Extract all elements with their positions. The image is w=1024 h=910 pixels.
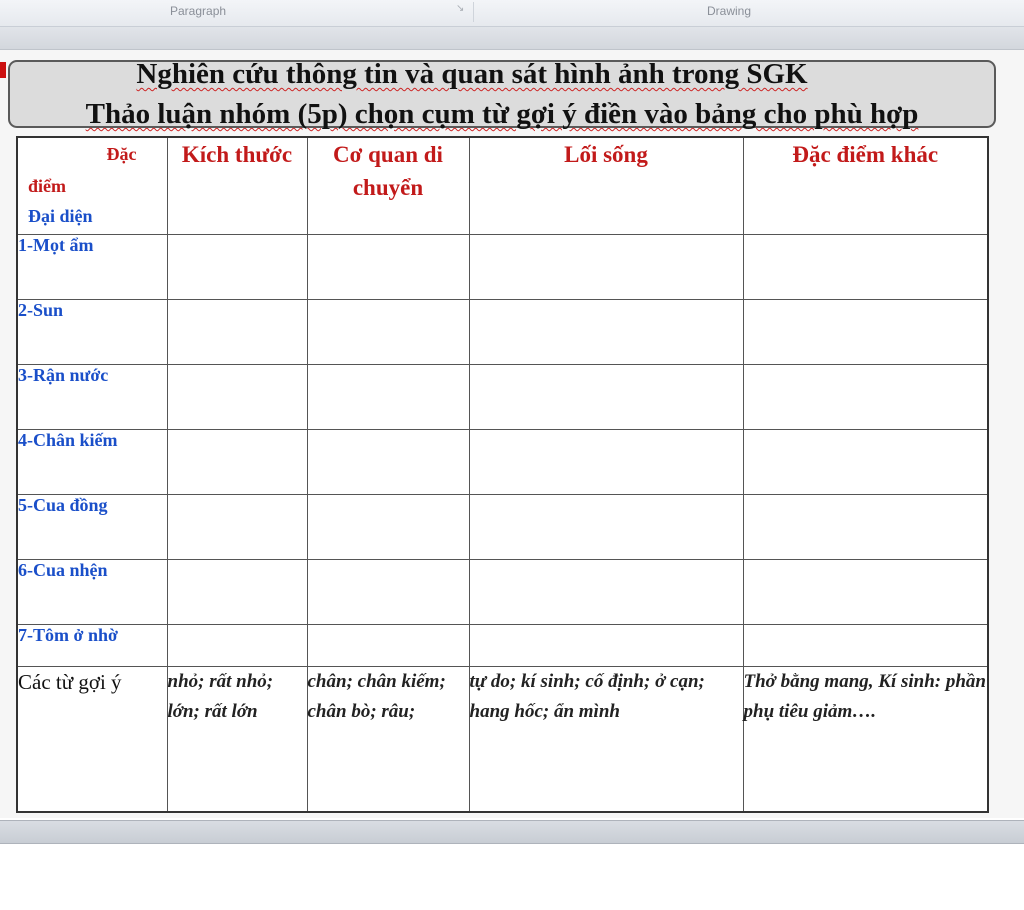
table-cell[interactable] [743, 364, 988, 429]
table-row [17, 299, 988, 364]
corner-label-dai-dien: Đại diện [28, 206, 93, 226]
column-header-dac-diem-khac[interactable]: Đặc điểm khác [743, 137, 988, 234]
suggestion-loi-song[interactable]: tự do; kí sinh; cố định; ở cạn; hang hốc; ẩn mình [469, 667, 743, 812]
table-cell[interactable] [469, 625, 743, 667]
row-label[interactable]: 7-Tôm ở nhờ [17, 625, 167, 667]
slide-title-text-2: Thảo luận nhóm (5p) chọn cụm từ gợi ý điền vào bảng cho phù hợp [85, 98, 919, 130]
table-cell[interactable] [307, 234, 469, 299]
suggestion-co-quan-di-chuyen[interactable]: chân; chân kiếm; chân bò; râu; [307, 667, 469, 812]
table-cell[interactable] [469, 560, 743, 625]
dialog-launcher-icon[interactable]: ↘ [456, 3, 465, 14]
slide-title-line-2 [0, 98, 1014, 131]
table-cell[interactable] [743, 299, 988, 364]
table-cell[interactable] [469, 299, 743, 364]
corner-label-diem: điểm [28, 176, 66, 196]
table-cell[interactable] [167, 429, 307, 494]
table-cell[interactable] [469, 429, 743, 494]
row-label[interactable]: 2-Sun [17, 299, 167, 364]
table-cell[interactable] [167, 364, 307, 429]
table-cell[interactable] [469, 234, 743, 299]
table-row [17, 429, 988, 494]
table-cell[interactable] [167, 234, 307, 299]
slide-title-text-1: Nghiên cứu thông tin và quan sát hình ảnh trong SGK [136, 58, 808, 90]
table-row [17, 364, 988, 429]
corner-label-dac: Đặc [106, 144, 137, 164]
row-label[interactable]: 5-Cua đồng [17, 495, 167, 560]
row-label[interactable]: 4-Chân kiếm [17, 429, 167, 494]
column-header-kich-thuoc[interactable]: Kích thước [167, 137, 307, 234]
table-cell[interactable] [167, 625, 307, 667]
table-cell[interactable] [167, 495, 307, 560]
table-cell[interactable] [167, 560, 307, 625]
slide-title-line-1 [0, 58, 984, 91]
ruler-band [0, 27, 1024, 50]
table-row [17, 234, 988, 299]
suggestion-dac-diem-khac[interactable]: Thở bằng mang, Kí sinh: phần phụ tiêu giảm…. [743, 667, 988, 812]
table-cell[interactable] [743, 429, 988, 494]
ribbon-group-paragraph[interactable]: Paragraph [170, 4, 227, 18]
suggestion-label[interactable]: Các từ gợi ý [17, 667, 167, 812]
table-cell[interactable] [307, 364, 469, 429]
bottom-status-bar [0, 820, 1024, 844]
suggestion-kich-thuoc[interactable]: nhỏ; rất nhỏ; lớn; rất lớn [167, 667, 307, 812]
table-cell[interactable] [167, 299, 307, 364]
suggestion-row [17, 667, 988, 812]
table-row [17, 560, 988, 625]
table-cell[interactable] [307, 560, 469, 625]
table-cell[interactable] [469, 364, 743, 429]
table-cell[interactable] [743, 234, 988, 299]
table-cell[interactable] [307, 299, 469, 364]
table-cell[interactable] [307, 625, 469, 667]
row-label[interactable]: 6-Cua nhện [17, 560, 167, 625]
table-cell[interactable] [743, 625, 988, 667]
row-label[interactable]: 1-Mọt ẩm [17, 234, 167, 299]
column-header-loi-song[interactable]: Lối sống [469, 137, 743, 234]
table-cell[interactable] [743, 495, 988, 560]
table-row [17, 495, 988, 560]
table-corner-cell[interactable] [17, 137, 167, 234]
ribbon-separator [473, 2, 474, 22]
row-label[interactable]: 3-Rận nước [17, 364, 167, 429]
data-table[interactable] [16, 136, 989, 813]
table-cell[interactable] [307, 495, 469, 560]
column-header-co-quan-di-chuyen[interactable]: Cơ quan di chuyển [307, 137, 469, 234]
ribbon-group-bar [0, 0, 1024, 27]
table-cell[interactable] [307, 429, 469, 494]
table-cell[interactable] [469, 495, 743, 560]
table-row [17, 625, 988, 667]
ribbon-group-drawing[interactable]: Drawing [707, 4, 752, 18]
table-cell[interactable] [743, 560, 988, 625]
